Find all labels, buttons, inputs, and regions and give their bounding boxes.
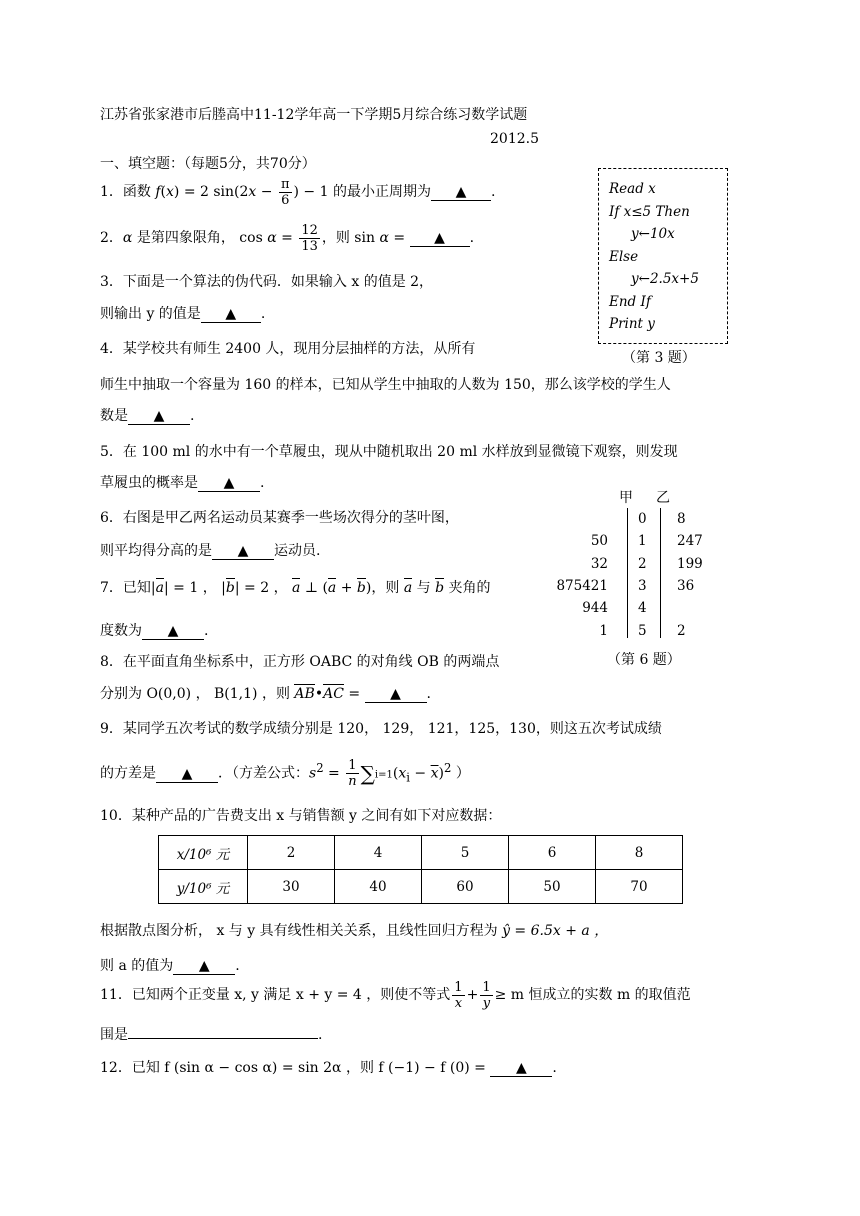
section-heading: 一、填空题：（每题5分，共70分） [100,156,316,172]
stem-divider-left [627,508,628,638]
leaf-right: 247 [677,533,703,549]
code-caption: （第 3 题） [622,350,696,366]
question-11-line-1: 11．已知两个正变量 x, y 满足 x + y = 4 ，则使不等式 $\frac{1}{x}$ + $\frac{1}{y}$ ≥ m 恒成立的实数 m 的取值范 [100,979,691,1011]
answer-blank-8[interactable]: ▲ [365,686,427,703]
question-4-line-3: 数是 ▲ . [100,408,195,424]
pseudocode-box [598,168,728,344]
table-header-cell: x/10⁶ 元 [159,836,248,870]
document-title: 江苏省张家港市后塍高中11-12学年高一下学期5月综合练习数学试题 [100,107,528,123]
table-cell: 6 [509,836,596,870]
question-9-line-1: 9．某同学五次考试的数学成绩分别是 120， 129， 121，125，130，则这五次考试成绩 [100,721,662,737]
table-cell: 70 [596,870,683,904]
code-line: Else [609,248,639,265]
question-10-line-2: 根据散点图分析， x 与 y 具有线性相关关系，且线性回归方程为 ŷ = 6.5x + a ， [100,923,609,939]
table-row [159,870,683,904]
answer-blank-5[interactable]: ▲ [198,475,260,492]
question-3-line-1: 3．下面是一个算法的伪代码．如果输入 x 的值是 2， [100,274,434,290]
stem-leaf-head-left: 甲 [619,490,633,506]
leaf-left: 32 [590,556,608,572]
answer-blank-11[interactable] [128,1038,318,1039]
leaf-right: 8 [677,511,686,527]
question-6-line-2: 则平均得分高的是 ▲ 运动员. [100,543,321,559]
stem: 1 [638,533,647,549]
question-2: 2．α 是第四象限角， cos α = $\frac{12}{13}$ ，则 sin α = ▲ . [100,222,475,254]
table-cell: 60 [422,870,509,904]
question-7-line-2: 度数为 ▲ . [100,623,209,639]
code-line: End If [609,293,651,310]
leaf-left: 875421 [556,578,608,594]
answer-blank-6[interactable]: ▲ [212,543,274,560]
question-12: 12．已知 f (sin α − cos α) = sin 2α ，则 f (−1) − f (0) = ▲ . [100,1060,557,1076]
table-cell: 2 [248,836,335,870]
question-7-line-1: 7．已知|a| = 1 ， |b| = 2 ， a ⊥ (a + b)，则 a 与 b 夹角的 [100,580,491,596]
answer-blank-2[interactable]: ▲ [410,230,470,247]
data-table [158,835,683,904]
stem: 3 [638,578,647,594]
answer-blank-7[interactable]: ▲ [142,623,204,640]
answer-blank-1[interactable]: ▲ [431,184,491,201]
answer-blank-4[interactable]: ▲ [128,408,190,425]
document-date: 2012.5 [490,131,539,147]
question-5-line-2: 草履虫的概率是 ▲ . [100,475,265,491]
question-8-line-1: 8．在平面直角坐标系中，正方形 OABC 的对角线 OB 的两端点 [100,654,500,670]
answer-blank-10[interactable]: ▲ [173,958,235,975]
stem: 4 [638,600,647,616]
leaf-right: 199 [677,556,703,572]
code-line: y←10x [631,226,675,242]
table-row [159,836,683,870]
question-4-line-2: 师生中抽取一个容量为 160 的样本，已知从学生中抽取的人数为 150，那么该学校的学生人 [100,377,671,393]
question-6-line-1: 6．右图是甲乙两名运动员某赛季一些场次得分的茎叶图， [100,510,459,526]
table-cell: 4 [335,836,422,870]
table-cell: 8 [596,836,683,870]
question-11-line-2: 围是 . [100,1027,323,1043]
answer-blank-3[interactable]: ▲ [201,306,261,323]
answer-blank-12[interactable]: ▲ [490,1060,552,1077]
question-9-line-2: 的方差是 ▲ ．（方差公式：$s^2$ = $\frac{1}{n}$ $\sum i=1(x_i - \overline{x})^2$ ） [100,758,470,790]
stem-leaf-caption: （第 6 题） [607,652,681,668]
table-cell: 30 [248,870,335,904]
stem: 5 [638,623,647,639]
leaf-right: 36 [677,578,695,594]
leaf-right: 2 [677,623,686,639]
question-1: 1．函数 f(x) = 2 sin(2x − $\frac{\pi}{6}$ ) − 1 的最小正周期为 ▲ . [100,176,496,208]
code-line: If x≤5 Then [609,203,690,220]
table-cell: 5 [422,836,509,870]
stem-leaf-head-right: 乙 [656,490,670,506]
question-4-line-1: 4．某学校共有师生 2400 人，现用分层抽样的方法，从所有 [100,341,476,357]
stem: 2 [638,556,647,572]
leaf-left: 50 [590,533,608,549]
leaf-left: 944 [582,600,608,616]
stem: 0 [638,511,647,527]
code-line: y←2.5x+5 [631,271,699,287]
question-10-line-3: 则 a 的值为 ▲ . [100,958,240,974]
question-5-line-1: 5．在 100 ml 的水中有一个草履虫，现从中随机取出 20 ml 水样放到显微镜下观察，则发现 [100,444,678,460]
table-header-cell: y/10⁶ 元 [159,870,248,904]
question-3-line-2: 则输出 y 的值是 ▲ . [100,306,266,322]
table-cell: 50 [509,870,596,904]
stem-divider-right [660,508,661,638]
question-8-line-2: 分别为 O(0,0) ， B(1,1) ，则 AB•AC = ▲ . [100,686,431,702]
code-line: Print y [609,316,655,332]
leaf-left: 1 [599,623,608,639]
table-cell: 40 [335,870,422,904]
answer-blank-9[interactable]: ▲ [156,766,218,783]
question-10-line-1: 10．某种产品的广告费支出 x 与销售额 y 之间有如下对应数据： [100,808,502,824]
code-line: Read x [609,181,656,197]
